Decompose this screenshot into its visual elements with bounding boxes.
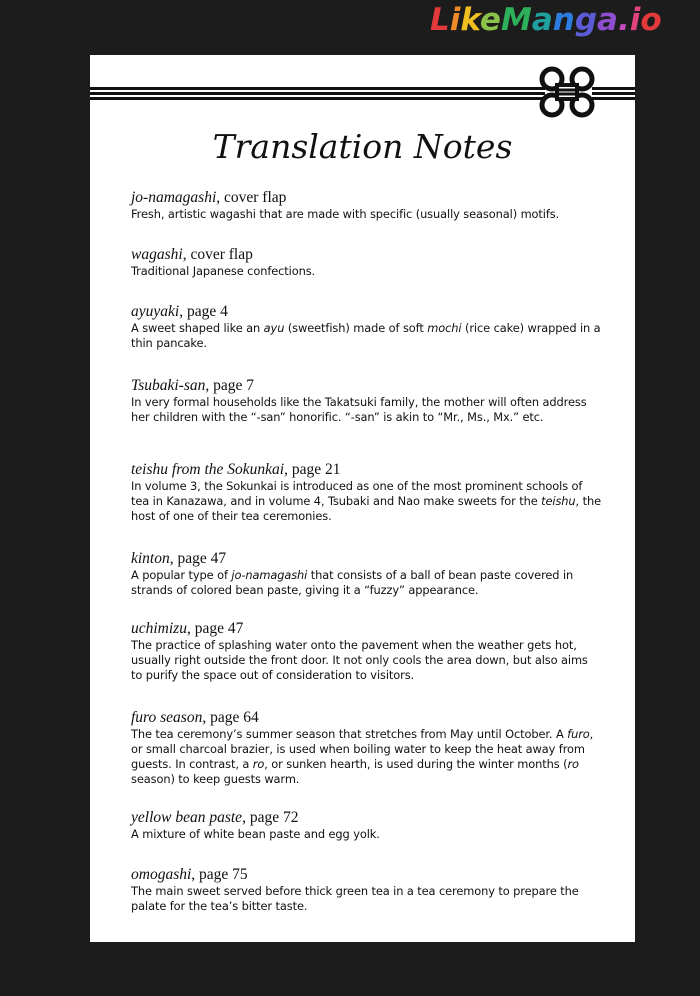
note-description-part: In very formal households like the Takatsuki family, the mother will often address her children with the “-san” honorific. “-san” is akin to “Mr., Ms., Mx.” etc. — [131, 395, 587, 424]
watermark-letter: M — [500, 2, 532, 38]
note-term-part: , page 4 — [179, 303, 228, 320]
note-description-part: teishu — [541, 494, 576, 508]
note-term-part: kinton — [131, 550, 170, 567]
note-term-part: teishu from the Sokunkai — [131, 461, 285, 478]
note-term-part: ayuyaki — [131, 303, 180, 320]
note-entry — [131, 377, 601, 425]
note-description-part: that consists of a ball of bean paste covered in strands of colored bean paste, giving it a “fuzzy” appearance. — [131, 568, 574, 597]
note-description — [131, 884, 601, 914]
note-term-part: , page 21 — [284, 461, 341, 478]
note-description-part: season) to keep guests warm. — [131, 772, 300, 786]
note-description-part: Fresh, artistic wagashi that are made with specific (usually seasonal) motifs. — [131, 207, 560, 221]
note-term-part: Tsubaki-san — [131, 377, 206, 394]
note-description-part: ro — [252, 757, 265, 771]
note-entry — [131, 461, 601, 524]
note-description-part: A sweet shaped like an — [131, 321, 264, 335]
note-entry — [131, 189, 601, 222]
watermark-letter: e — [479, 2, 501, 38]
note-term — [131, 189, 601, 207]
note-term-part: , cover flap — [216, 189, 287, 206]
note-term — [131, 809, 601, 827]
watermark-letter: k — [460, 2, 480, 38]
note-description-part: mochi — [427, 321, 462, 335]
note-description-part: The practice of splashing water onto the pavement when the weather gets hot, usually right outside the front door. It not only cools the area down, but also aims to purify the space out of consideration to visitors. — [131, 638, 588, 682]
note-description-part: , the host of one of their tea ceremonies. — [131, 494, 601, 523]
note-description-part: , or sunken hearth, is used during the winter months ( — [264, 757, 568, 771]
watermark-letter: L — [430, 2, 450, 38]
note-description-part: furo — [567, 727, 590, 741]
note-entry — [131, 303, 601, 351]
watermark-letter: a — [531, 2, 553, 38]
watermark-letter: . — [617, 2, 630, 38]
page-title: Translation Notes — [212, 127, 513, 166]
watermark-letter: g — [574, 2, 598, 38]
note-entry — [131, 866, 601, 914]
note-term — [131, 377, 601, 395]
note-term-part: , page 47 — [186, 620, 244, 637]
note-term-part: yellow bean paste — [131, 809, 243, 826]
note-description-part: (rice cake) wrapped in a thin pancake. — [131, 321, 601, 350]
note-entry — [131, 709, 601, 787]
note-description — [131, 727, 601, 787]
note-description — [131, 827, 601, 842]
note-term-part: uchimizu — [131, 620, 187, 637]
note-entry — [131, 620, 601, 683]
note-description — [131, 207, 601, 222]
note-description — [131, 638, 601, 683]
note-description-part: (sweetfish) made of soft — [284, 321, 428, 335]
note-description-part: In volume 3, the Sokunkai is introduced as one of the most prominent schools of tea in Kanazawa, and in volume 4, Tsubaki and Nao make sweets for the — [131, 479, 583, 508]
note-term — [131, 620, 601, 638]
note-description-part: The tea ceremony’s summer season that stretches from May until October. A — [131, 727, 568, 741]
note-description — [131, 395, 601, 425]
note-term-part: wagashi — [131, 246, 183, 263]
note-term-part: , page 47 — [169, 550, 227, 567]
note-entry — [131, 550, 601, 598]
note-description-part: ro — [567, 757, 579, 771]
translation-notes-page — [90, 55, 635, 942]
note-term — [131, 550, 601, 568]
note-description — [131, 321, 601, 351]
note-entry — [131, 809, 601, 842]
note-description-part: ayu — [263, 321, 285, 335]
watermark-letter: o — [640, 2, 662, 38]
note-term-part: jo-namagashi — [131, 189, 217, 206]
note-description-part: jo-namagashi — [231, 568, 308, 582]
note-term-part: , page 7 — [205, 377, 254, 394]
note-term-part: , page 75 — [191, 866, 248, 883]
note-description-part: A popular type of — [131, 568, 232, 582]
note-term-part: , cover flap — [182, 246, 253, 263]
note-term — [131, 866, 601, 884]
note-term — [131, 709, 601, 727]
note-description-part: , or small charcoal brazier, is used when boiling water to keep the heat away from guests. In contrast, a — [131, 727, 594, 771]
note-description-part: Traditional Japanese confections. — [131, 264, 316, 278]
site-watermark — [430, 2, 662, 38]
note-description — [131, 479, 601, 524]
note-description-part: A mixture of white bean paste and egg yolk. — [131, 827, 380, 841]
note-term — [131, 461, 601, 479]
note-term-part: furo season — [131, 709, 203, 726]
note-description — [131, 568, 601, 598]
note-term-part: , page 64 — [202, 709, 259, 726]
watermark-letter: i — [449, 2, 461, 38]
note-entry — [131, 246, 601, 279]
note-term — [131, 246, 601, 264]
watermark-letter: n — [552, 2, 575, 38]
note-description-part: The main sweet served before thick green tea in a tea ceremony to prepare the palate for the tea’s bitter taste. — [131, 884, 579, 913]
watermark-letter: i — [629, 2, 641, 38]
note-term-part: , page 72 — [242, 809, 299, 826]
note-term-part: omogashi — [131, 866, 192, 883]
watermark-letter: a — [597, 2, 618, 38]
note-term — [131, 303, 601, 321]
knot-emblem-icon — [535, 63, 599, 121]
note-description — [131, 264, 601, 279]
